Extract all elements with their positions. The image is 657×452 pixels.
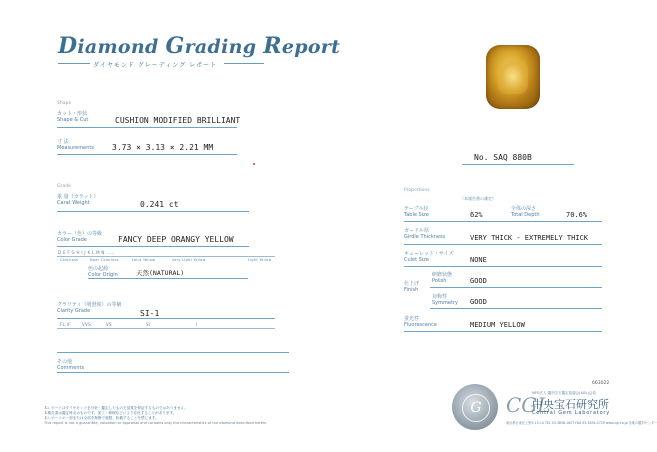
color-grade-underline <box>57 246 249 247</box>
color-origin-value: 天然(NATURAL) <box>136 269 185 277</box>
proportions-note: （本報告書の測定） <box>460 196 496 201</box>
clarity-scale-fl: FL,IF <box>60 322 71 327</box>
proportions-heading: Proportions <box>404 188 430 193</box>
shape-label: カット・形状 Shape & Cut <box>57 111 89 123</box>
fluorescence-underline <box>404 331 602 332</box>
color-scale-line <box>57 256 275 257</box>
lab-name-jp: 中央宝石研究所 <box>532 398 609 411</box>
clarity-scale-si: SI <box>146 322 151 327</box>
clarity-scale-vs: VS <box>106 322 112 327</box>
report-subtitle: ダイヤモンド グレーディング レポート <box>93 62 218 69</box>
clarity-scale-vvs: VVS <box>82 322 91 327</box>
measurements-label: 寸 法 Measurements <box>57 139 94 151</box>
color-scale-label-3: Faint Yellow <box>132 258 156 262</box>
total-depth-label: 全体の深さ Total Depth <box>511 206 540 218</box>
shape-underline <box>57 127 237 128</box>
clarity-label: クラリティ（明澄度）の等級 Clarity Grade <box>57 302 122 314</box>
grade-section-heading: Grade <box>57 184 71 189</box>
culet-value: NONE <box>470 256 487 264</box>
cgl-logo-icon: CGL <box>506 393 551 417</box>
color-scale-label-4: Very Light Yellow <box>172 258 206 262</box>
subtitle-rule-right <box>224 63 264 64</box>
carat-underline <box>57 211 249 212</box>
color-scale: D E F G H I J K L M N …… <box>58 250 115 255</box>
report-title: Diamond Grading Report <box>58 33 341 59</box>
shape-value: CUSHION MODIFIED BRILLIANT <box>115 116 241 125</box>
culet-underline <box>404 266 602 267</box>
lab-membership-line: NPO法人 鑑別宝石鑑定協議会(AGL)会員 <box>532 391 596 395</box>
polish-underline <box>430 287 602 288</box>
table-underline <box>404 221 602 222</box>
gemstone-photo-highlight <box>498 60 528 94</box>
red-mark <box>253 163 255 165</box>
comments-rule-top <box>57 352 289 353</box>
clarity-underline <box>57 318 275 319</box>
color-scale-label-2: Near Colorless <box>90 258 119 262</box>
polish-value: GOOD <box>470 277 487 285</box>
clarity-scale-line <box>57 328 275 329</box>
measurements-value: 3.73 × 3.13 × 2.21 MM <box>112 143 214 152</box>
culet-label: キューレット・サイズ Culet Size <box>404 251 454 263</box>
symmetry-label: 対称性 Symmetry <box>432 294 458 306</box>
polish-label: 研磨状態 Polish <box>432 272 453 284</box>
color-grade-value: FANCY DEEP ORANGY YELLOW <box>118 235 234 244</box>
table-size-label: テーブル径 Table Size <box>404 206 429 218</box>
report-number-underline <box>462 164 574 165</box>
report-number: No. SAQ 880B <box>474 153 532 162</box>
clarity-scale-i: I <box>196 322 198 327</box>
symmetry-underline <box>430 308 602 309</box>
color-scale-label-1: Colorless <box>60 258 79 262</box>
comments-underline <box>57 372 289 373</box>
serial-number: 663022 <box>592 381 610 386</box>
comments-label: その他 Comments <box>57 359 85 371</box>
carat-label: 重 量（カラット） Carat Weight <box>57 194 99 206</box>
shape-section-heading: Shape <box>57 101 72 106</box>
table-size-value: 62% <box>470 211 483 219</box>
finish-label: 仕上げ Finish <box>404 281 420 293</box>
clarity-value: SI-1 <box>140 309 160 318</box>
girdle-value: VERY THICK - EXTREMELY THICK <box>470 234 589 242</box>
fluorescence-value: MEDIUM YELLOW <box>470 321 525 329</box>
total-depth-value: 70.6% <box>566 211 588 219</box>
girdle-label: ガードル厚 Girdle Thickness <box>404 228 446 240</box>
color-origin-label: 色の起源 Color Origin <box>88 266 118 278</box>
footer-disclaimer: 本レポートはダイヤモンドを分析・鑑定したもので品質を保証するものではありません。 本報告書は鑑定時点のものです。加工・修理などにより変化することがあります。 本レポートの一部または全部を無断で複製、転載することを禁じます。 This report is not a guarantee, valuation or appraisal and contains only the characteristics of the diamond described herein. <box>44 406 268 425</box>
lab-address: 東京都台東区上野5-15-14 TEL 03-3836-1627 FAX 03-3834-0729 www.cgl.co.jp 各地の鑑別センター <box>506 421 657 425</box>
lab-seal-letter: G <box>462 394 490 422</box>
carat-value: 0.241 ct <box>140 200 179 209</box>
girdle-underline <box>404 244 602 245</box>
fluorescence-label: 蛍光性 Fluorescence <box>404 316 437 328</box>
lab-name-en: Central Gem Laboratory <box>532 410 611 416</box>
color-scale-label-5: Light Yellow <box>248 258 272 262</box>
measurements-underline <box>57 154 237 155</box>
subtitle-rule-left <box>58 63 90 64</box>
symmetry-value: GOOD <box>470 298 487 306</box>
color-grade-label: カラー（色）の等級 Color Grade <box>57 231 103 243</box>
color-origin-underline <box>88 278 248 279</box>
